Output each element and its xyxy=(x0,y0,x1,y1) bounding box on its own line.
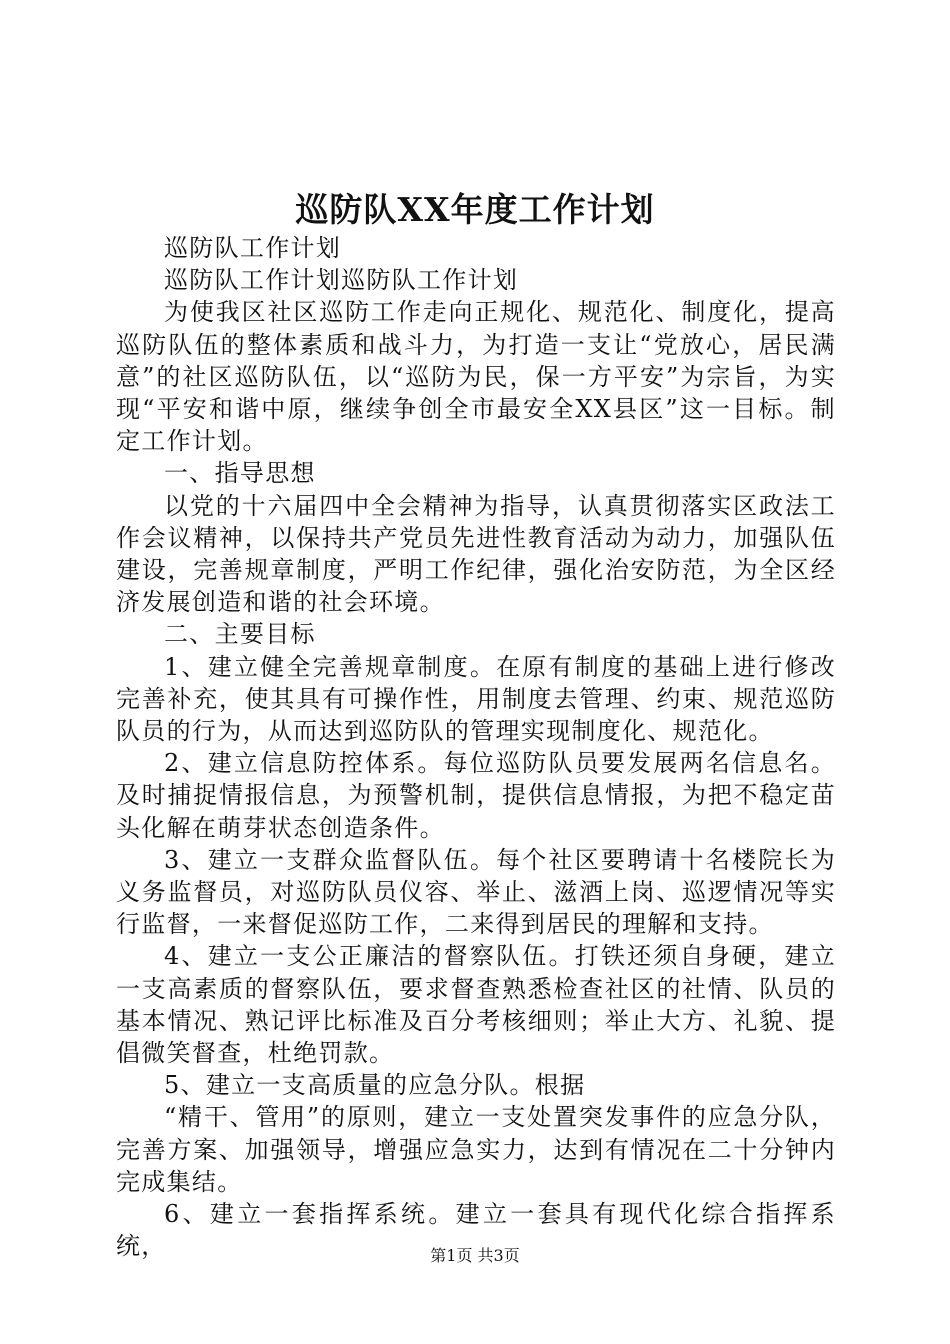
paragraph-goal-2: 2、建立信息防控体系。每位巡防队员要发展两名信息名。及时捕捉情报信息，为预警机制，提供信息情报，为把不稳定苗头化解在萌芽状态创造条件。 xyxy=(116,749,836,842)
paragraph-goal-5: 5、建立一支高质量的应急分队。根据 xyxy=(164,1071,586,1100)
paragraph-subtitle: 巡防队工作计划 xyxy=(164,234,342,262)
paragraph-goal-1: 1、建立健全完善规章制度。在原有制度的基础上进行修改完善补充，使其具有可操作性，用制度去管理、约束、规范巡防队员的行为，从而达到巡防队的管理实现制度化、规范化。 xyxy=(116,652,836,746)
page-footer: 第1页 共3页 xyxy=(430,1246,520,1265)
section-heading-guiding-thought: 一、指导思想 xyxy=(164,459,316,488)
paragraph-goal-4: 4、建立一支公正廉洁的督察队伍。打铁还须自身硬，建立一支高素质的督察队伍，要求督查熟悉检查社区的社情、队员的基本情况、熟记评比标准及百分考核细则；举止大方、礼貌、提倡微笑督查，杜绝罚款。 xyxy=(116,942,836,1068)
paragraph-intro: 为使我区社区巡防工作走向正规化、规范化、制度化，提高巡防队伍的整体素质和战斗力，为打造一支让“党放心，居民满意”的社区巡防队伍，以“巡防为民，保一方平安”为宗旨，为实现“平安和谐中原，继续争创全市最安全XX县区”这一目标。制定工作计划。 xyxy=(116,298,836,456)
document-title: 巡防队XX年度工作计划 xyxy=(295,190,655,229)
paragraph-goal-3: 3、建立一支群众监督队伍。每个社区要聘请十名楼院长为义务监督员，对巡防队员仪容、举止、滋酒上岗、巡逻情况等实行监督，一来督促巡防工作，二来得到居民的理解和支持。 xyxy=(116,845,836,939)
paragraph-goal-6: 6、建立一套指挥系统。建立一套具有现代化综合指挥系统， xyxy=(116,1200,836,1261)
paragraph-subtitle-repeat: 巡防队工作计划巡防队工作计划 xyxy=(164,266,519,295)
paragraph-goal-5-continued: “精干、管用”的原则，建立一支处置突发事件的应急分队，完善方案、加强领导，增强应急实力，达到有情况在二十分钟内完成集结。 xyxy=(116,1103,836,1196)
section-heading-main-goals: 二、主要目标 xyxy=(164,620,316,649)
document-body xyxy=(116,232,836,1263)
paragraph-guiding-thought: 以党的十六届四中全会精神为指导，认真贯彻落实区政法工作会议精神，以保持共产党员先进性教育活动为动力，加强队伍建设，完善规章制度，严明工作纪律，强化治安防范，为全区经济发展创造和谐的社会环境。 xyxy=(116,491,836,617)
